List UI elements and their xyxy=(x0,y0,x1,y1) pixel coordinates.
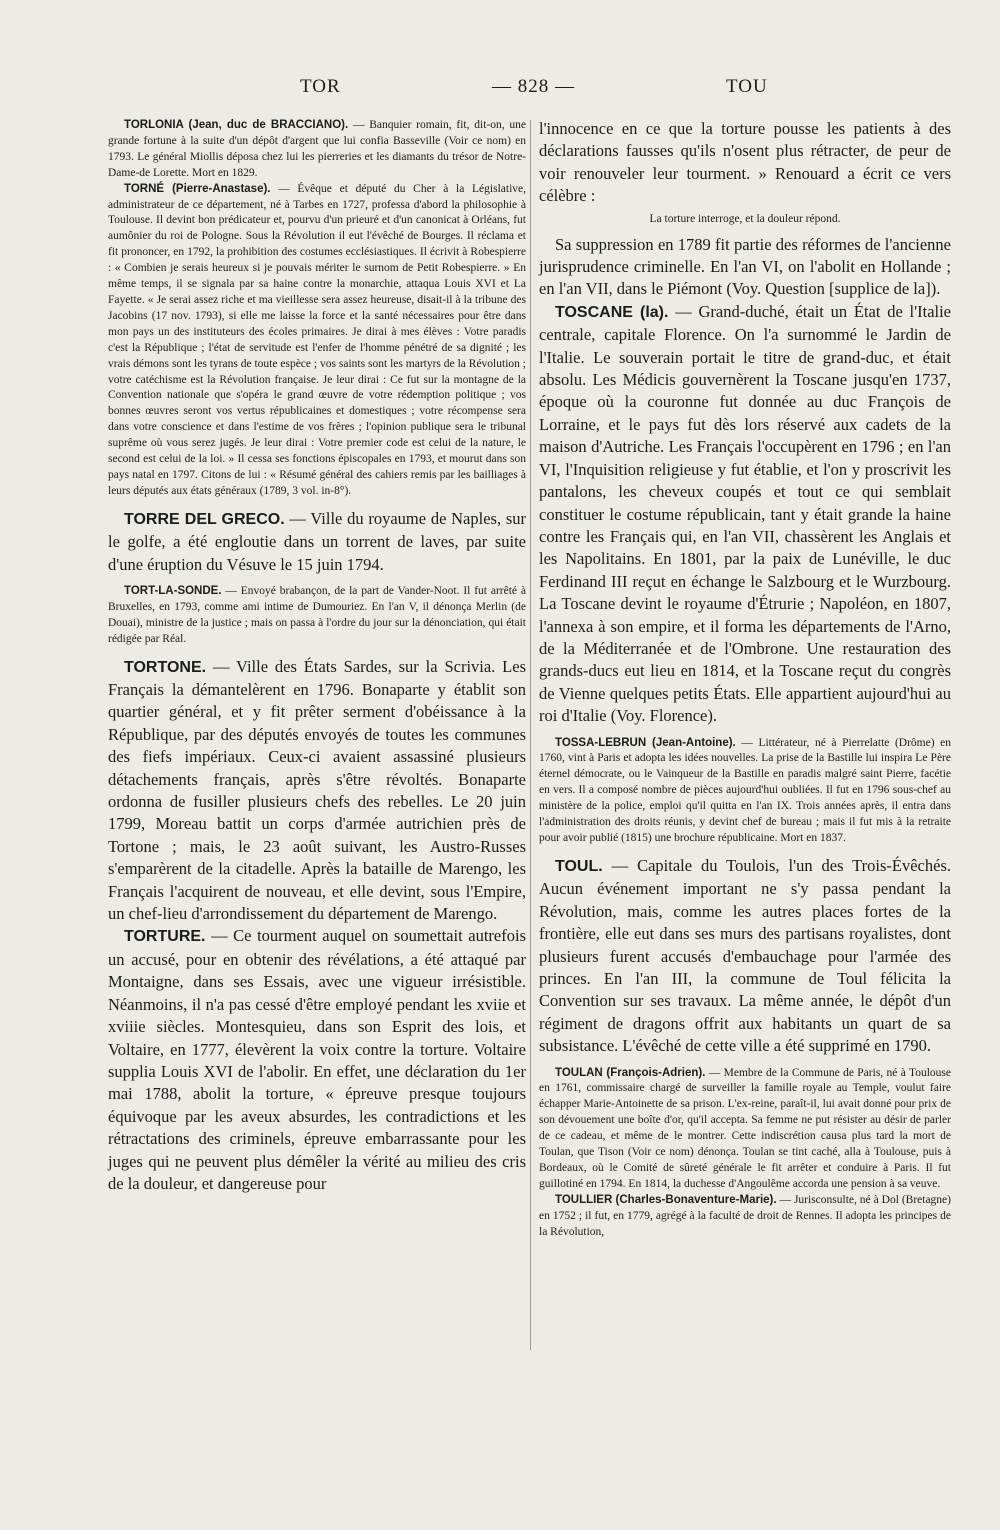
entry-headword: TOULLIER (Charles-Bonaventure-Marie). xyxy=(555,1193,777,1206)
running-header xyxy=(108,76,896,112)
entry-torre-del-greco xyxy=(108,508,526,576)
verse-quote: La torture interroge, et la douleur répond. xyxy=(649,212,841,225)
entry-text: — Envoyé brabançon, de la part de Vander-Noot. Il fut arrêté à Bruxelles, en 1793, comme ami intime de Dumouriez. En l'an V, il dénonça Merlin (de Douai), ministre de la justice ; mais on passa à l'ordre du jour sur la dénonciation, qui était rédigée par Réal. xyxy=(108,584,526,645)
entry-headword: TOSCANE (la). xyxy=(555,303,669,321)
entry-headword: TORTONE. xyxy=(124,658,207,676)
page-number: — 828 — xyxy=(492,76,575,97)
header-left-word: TOR xyxy=(300,76,341,97)
entry-headword: TORNÉ (Pierre-Anastase). xyxy=(124,182,271,195)
entry-tortone xyxy=(108,656,526,926)
entry-text: — Ville du royaume de Naples, sur le golfe, a été engloutie dans un torrent de laves, par suite d'une éruption du Vésuve le 15 juin 1794. xyxy=(108,508,526,574)
entry-torlonia xyxy=(108,118,526,182)
torture-continuation: l'innocence en ce que la torture pousse les patients à des déclarations fausses qu'ils n'osent plus rétracter, de peur de voir renouveler leur tourment. » Renouard a écrit ce vers célèbre : xyxy=(539,119,951,206)
entry-headword: TORTURE. xyxy=(124,928,206,946)
entry-headword: TORRE DEL GRECO. xyxy=(124,510,285,528)
entry-headword: TOUL. xyxy=(555,857,603,875)
entry-toul xyxy=(539,855,951,1058)
entry-text: — Grand-duché, était un État de l'Italie centrale, capitale Florence. On l'a surnommé le Jardin de l'Italie. Le souverain portait le titre de grand-duc, et était absolu. Les Médicis gouvernèrent la Toscane jusqu'en 1737, époque où la couronne fut donnée au duc François de Lorraine, et le pays fut dès lors réservé aux cadets de la maison d'Autriche. Les Français l'occupèrent en 1796 ; en l'an VI, l'Inquisition religieuse y fut établie, et l'on y proscrivit les pantalons, les cheveux coupés et tout ce qui semblait constituer le costume républicain, tant y était grande la haine contre les Français qui, en l'an VII, chassèrent les Anglais et les Napolitains. En 1801, par la paix de Lunéville, le duc Ferdinand III reçut en échange le Salzbourg et le Wurzbourg. La Toscane devint le royaume d'Étrurie ; Napoléon, en 1807, l'annexa à son empire, et il forma les départements de l'Arno, de la Méditerranée et de l'Ombrone. Une restauration des grands-ducs eut lieu en 1814, et la Toscane reçut du congrès de Vienne quelques petits États. Elle appartient aujourd'hui au roi d'Italie (Voy. Florence). xyxy=(539,301,952,726)
entry-text: — Membre de la Commune de Paris, né à Toulouse en 1761, commissaire chargé de surveiller la famille royale au Temple, voulut faire échapper Marie-Antoinette de sa prison. L'ex-reine, paraît-il, lui avait donné pour prix de son dévouement une boîte d'or, qu'il accepta. Sa femme ne put résister au désir de parler de ce cadeau, et même de le montrer. Cette indiscrétion causa plus tard la mort de Toulan, que Tison (Voir ce nom) dénonça. Toulan se tint caché, alla à Toulouse, puis à Bordeaux, où le Comité de sûreté générale le fit arrêter et conduire à Paris. Il fut guillotiné en 1794. En 1814, la duchesse d'Angoulême accorda une pension à sa veuve. xyxy=(539,1066,951,1190)
entry-text: — Évêque et député du Cher à la Législative, administrateur de ce département, né à Tarbes en 1727, professa d'abord la philosophie à Toulouse. Il devint bon prédicateur et, pourvu d'un prieuré et d'un canonicat à Orléans, fut aumônier du roi de Pologne. Sous la Révolution il eut l'évêché de Bourges. Il réclama et fit prononcer, en 1792, la prohibition des costumes ecclésiastiques. Il écrivit à Robespierre : « Combien je serais heureux si je pouvais mériter le surnom de Petit Robespierre. » En même temps, il se signala par sa haine contre la monarchie, attaqua Louis XVI et La Fayette. « Je serai assez riche et ma vieillesse sera assez heureuse, disait-il à la tribune des Jacobins (17 nov. 1793), si elle me laisse la force et la santé nécessaires pour être dans mon pays un des instituteurs des écoles primaires. Je dirai à mes élèves : Votre paradis c'est la République ; l'état de servitude est l'enfer de l'homme pénétré de sa dignité ; les vrais démons sont les tyrans de toute espèce ; vos saints sont les martyrs de la Révolution ; votre catéchisme est la Révolution française. Je leur dirai : Ce fut sur la montagne de la Convention nationale que s'opéra le grand œuvre de votre rédemption politique ; vos bonnes œuvres seront vos vertus républicaines et domestiques ; votre récompense sera dans votre conscience et dans l'estime de vos frères ; l'opinion publique sera le tribunal suprême où vous serez jugés. Je leur dirai : Votre premier code est celui de la nature, le second est celui de la loi. » Il cessa ses fonctions épiscopales en 1793, et mourut dans son pays natal en 1797. Citons de lui : « Résumé général des cahiers remis par les bailliages à leurs députés aux états généraux (1789, 3 vol. in-8°). xyxy=(108,182,526,497)
entry-text: — Littérateur, né à Pierrelatte (Drôme) en 1760, vint à Paris et adopta les idées nouvelles. La prise de la Bastille lui inspira Le Père éternel démocrate, ou le Vainqueur de la Bastille en paradis malgré saint Pierre, facétie en vers. Il a composé nombre de pièces aujourd'hui oubliées. Il fut en 1796 sous-chef au ministère de la police, emploi qu'il quitta en l'an IX. Trois années après, il entra dans l'administration des droits réunis, y devint chef de bureau ; mais il fut mis à la retraite pour avoir publié (1815) une brochure républicaine. Mort en 1837. xyxy=(539,736,951,844)
column-divider xyxy=(530,120,531,1350)
entry-headword: TOSSA-LEBRUN (Jean-Antoine). xyxy=(555,736,736,749)
entry-toscane xyxy=(539,301,951,728)
entry-text: — Banquier romain, fit, dit-on, une grande fortune à la suite d'un dépôt d'argent que lui confia Basseville (Voir ce nom) en 1793. Le général Miollis déposa chez lui les pierreries et les diamants du trésor de Notre-Dame-de Lorette. Mort en 1829. xyxy=(108,119,526,179)
entry-text: — Ville des États Sardes, sur la Scrivia. Les Français la démantelèrent en 1796. Bonaparte y établit son quartier général, et y fit prêter serment d'obéissance à la République, par des députés envoyés de toutes les communes des fiefs impériaux. Ceux-ci avaient assassiné plusieurs détachements français, après s'être révoltés. Bonaparte ordonna de fusiller plusieurs chefs des rebelles. Le 20 juin 1799, Moreau battit un corps d'armée autrichien près de Tortone ; mais, le 23 août suivant, les Austro-Russes s'emparèrent de la citadelle. Après la bataille de Marengo, les Français l'acquirent de nouveau, et elle devint, sous l'Empire, un chef-lieu d'arrondissement du département de Marengo. xyxy=(108,656,526,924)
entry-toullier xyxy=(539,1193,951,1241)
entry-torture xyxy=(108,925,526,1195)
left-column xyxy=(108,118,526,1195)
entry-headword: TORLONIA (Jean, duc de BRACCIANO). xyxy=(124,119,349,131)
entry-text: — Ce tourment auquel on soumettait autrefois un accusé, pour en obtenir des révélations, a été attaqué par Montaigne, dans ses Essais, avec une vigueur irrésistible. Néanmoins, il n'a pas cessé d'être employé pendant les xviie et xviiie siècles. Montesquieu, dans son Esprit des lois, et Voltaire, en 1777, élevèrent la voix contre la torture. Voltaire supplia Louis XVI de l'abolir. En effet, une déclaration du 1er mai 1788, abolit la torture, « épreuve presque toujours équivoque par les aveux absurdes, les contradictions et les rétractations des criminels, épreuve embarrassante pour les juges qui ne peuvent plus démêler la vérité au milieu des cris de la douleur, et dangereuse pour xyxy=(108,926,526,1193)
torture-continuation-2: Sa suppression en 1789 fit partie des réformes de l'ancienne jurisprudence criminelle. En l'an VI, on l'abolit en Hollande ; en l'an VII, dans le Piémont (Voy. Question [supplice de la]). xyxy=(539,234,951,299)
entry-tort-la-sonde xyxy=(108,584,526,648)
right-column xyxy=(539,118,951,1241)
entry-headword: TOULAN (François-Adrien). xyxy=(555,1066,706,1079)
entry-headword: TORT-LA-SONDE. xyxy=(124,584,222,597)
header-right-word: TOU xyxy=(726,76,768,97)
entry-text: — Jurisconsulte, né à Dol (Bretagne) en 1752 ; il fut, en 1779, agrégé à la faculté de droit de Rennes. Il adopta les principes de la Révolution, xyxy=(539,1193,951,1238)
entry-tossa-lebrun xyxy=(539,736,951,847)
entry-torne xyxy=(108,182,526,500)
entry-toulan xyxy=(539,1066,951,1193)
entry-text: — Capitale du Toulois, l'un des Trois-Évêchés. Aucun événement important ne s'y passa pendant la Révolution, mais, comme les autres places fortes de la frontière, elle eut dans ses murs des partisans royalistes, dont plusieurs furent accusés d'embauchage pour l'armée des princes. En l'an III, la commune de Toul félicita la Convention sur ses travaux. La même année, le dépôt d'un régiment de dragons offrit aux habitants un quart de sa subsistance. L'évêché de cette ville a été supprimé en 1790. xyxy=(539,855,951,1056)
